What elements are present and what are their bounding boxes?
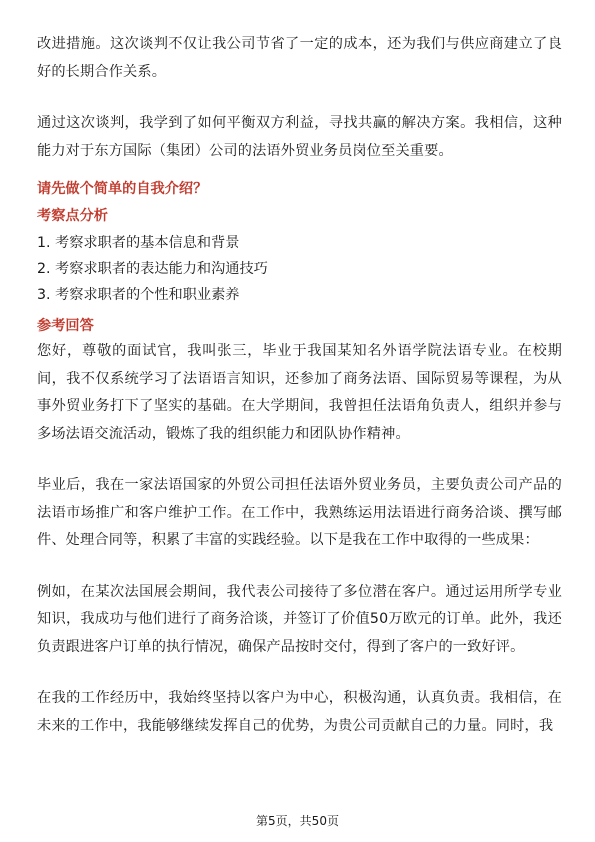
analysis-item: 1. 考察求职者的基本信息和背景	[37, 235, 240, 251]
answer-paragraph: 毕业后，我在一家法语国家的外贸公司担任法语外贸业务员，主要负责公司产品的法语市场推广和客户维护工作。在工作中，我熟练运用法语进行商务洽谈、撰写邮件、处理合同等，积累了丰富的实践经验。以下是我在工作中取得的一些成果：	[37, 477, 562, 548]
page-content	[37, 31, 562, 740]
analysis-item: 3. 考察求职者的个性和职业素养	[37, 287, 240, 303]
paragraph: 通过这次谈判，我学到了如何平衡双方利益，寻找共赢的解决方案。我相信，这种能力对于东方国际（集团）公司的法语外贸业务员岗位至关重要。	[37, 115, 562, 159]
page-footer: 第5页，共50页	[256, 814, 339, 828]
analysis-title: 考察点分析	[37, 208, 108, 224]
answer-paragraph: 在我的工作经历中，我始终坚持以客户为中心，积极沟通，认真负责。我相信，在未来的工作中，我能够继续发挥自己的优势，为贵公司贡献自己的力量。同时，我	[37, 690, 562, 734]
answer-paragraph: 例如，在某次法国展会期间，我代表公司接待了多位潜在客户。通过运用所学专业知识，我成功与他们进行了商务洽谈，并签订了价值50万欧元的订单。此外，我还负责跟进客户订单的执行情况，确保产品按时交付，得到了客户的一致好评。	[37, 583, 562, 655]
paragraph: 改进措施。这次谈判不仅让我公司节省了一定的成本，还为我们与供应商建立了良好的长期合作关系。	[37, 36, 562, 80]
question-heading: 请先做个简单的自我介绍？	[37, 181, 208, 197]
answer-paragraph: 您好，尊敬的面试官，我叫张三，毕业于我国某知名外语学院法语专业。在校期间，我不仅系统学习了法语语言知识，还参加了商务法语、国际贸易等课程，为从事外贸业务打下了坚实的基础。在大学期间，我曾担任法语角负责人，组织并参与多场法语交流活动，锻炼了我的组织能力和团队协作精神。	[37, 343, 562, 442]
answer-title: 参考回答	[37, 318, 94, 334]
analysis-item: 2. 考察求职者的表达能力和沟通技巧	[37, 261, 268, 277]
